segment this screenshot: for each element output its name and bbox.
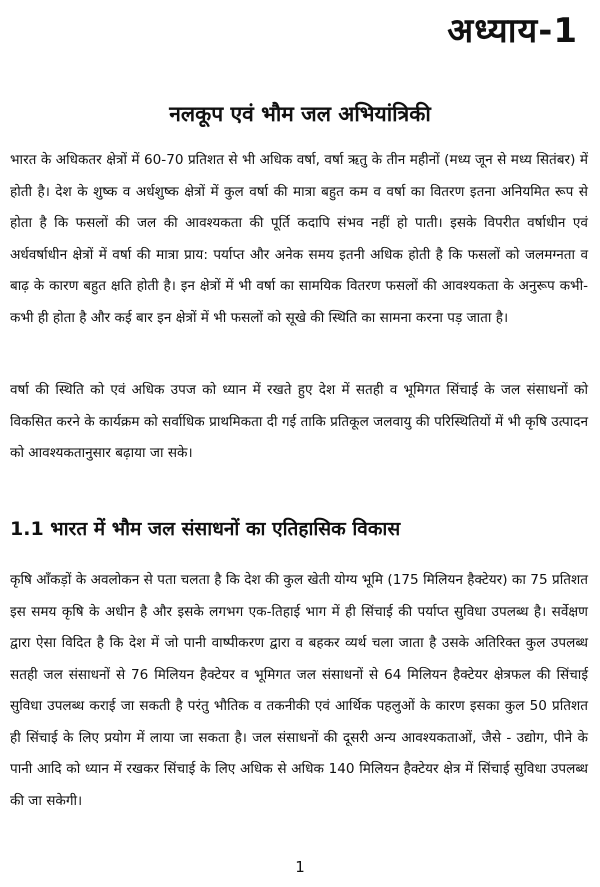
section-heading: 1.1 भारत में भौम जल संसाधनों का एतिहासिक विकास bbox=[10, 518, 401, 540]
intro-paragraph-1: भारत के अधिकतर क्षेत्रों में 60-70 प्रतिशत से भी अधिक वर्षा, वर्षा ऋतु के तीन महीनों (मध्य जून से मध्य सितंबर) में होती है। देश के शुष्क व अर्धशुष्क क्षेत्रों में कुल वर्षा की मात्रा बहुत कम व वर्षा का वितरण इतना अनियमित रूप से होता है कि फसलों की जल की आवश्यकता की पूर्ति कदापि संभव नहीं हो पाती। इसके विपरीत वर्षाधीन एवं अर्धवर्षाधीन क्षेत्रों में वर्षा की मात्रा प्राय: पर्याप्त और अनेक समय इतनी अधिक होती है कि फसलों को जलमग्नता व बाढ़ के कारण बहुत क्षति होती है। इन क्षेत्रों में भी वर्षा का सामयिक वितरण फसलों की आवश्यकता के अनुरूप कभी-कभी ही होता है और कई बार इन क्षेत्रों में भी फसलों को सूखे की स्थिति का सामना करना पड़ जाता है। bbox=[10, 152, 588, 326]
main-title: नलकूप एवं भौम जल अभियांत्रिकी bbox=[169, 102, 431, 126]
section-paragraph: कृषि आँकड़ों के अवलोकन से पता चलता है कि देश की कुल खेती योग्य भूमि (175 मिलियन हैक्टेयर) का 75 प्रतिशत इस समय कृषि के अधीन है और इसके लगभग एक-तिहाई भाग में ही सिंचाई की पर्याप्त सुविधा उपलब्ध है। सर्वेक्षण द्वारा ऐसा विदित है कि देश में जो पानी वाष्पीकरण द्वारा व बहकर व्यर्थ चला जाता है उसके अतिरिक्त कुल उपलब्ध सतही जल संसाधनों से 76 मिलियन हैक्टेयर व भूमिगत जल संसाधनों से 64 मिलियन हैक्टेयर क्षेत्रफल की सिंचाई सुविधा उपलब्ध कराई जा सकती है परंतु भौतिक व तकनीकी एवं आर्थिक पहलुओं के कारण इसका कुल 50 प्रतिशत ही सिंचाई के लिए प्रयोग में लाया जा सकता है। जल संसाधनों की दूसरी अन्य आवश्यकताओं, जैसे - उद्योग, पीने के पानी आदि को ध्यान में रखकर सिंचाई के लिए अधिक से अधिक 140 मिलियन हैक्टेयर क्षेत्र में सिंचाई सुविधा उपलब्ध की जा सकेगी। bbox=[10, 572, 588, 809]
chapter-title: अध्याय-1 bbox=[447, 11, 578, 51]
intro-paragraph-2: वर्षा की स्थिति को एवं अधिक उपज को ध्यान में रखते हुए देश में सतही व भूमिगत सिंचाई के जल संसाधनों को विकसित करने के कार्यक्रम को सर्वाधिक प्राथमिकता दी गई ताकि प्रतिकूल जलवायु की परिस्थितियों में भी कृषि उत्पादन को आवश्यकतानुसार बढ़ाया जा सके। bbox=[10, 382, 588, 461]
page-number: 1 bbox=[295, 858, 305, 876]
